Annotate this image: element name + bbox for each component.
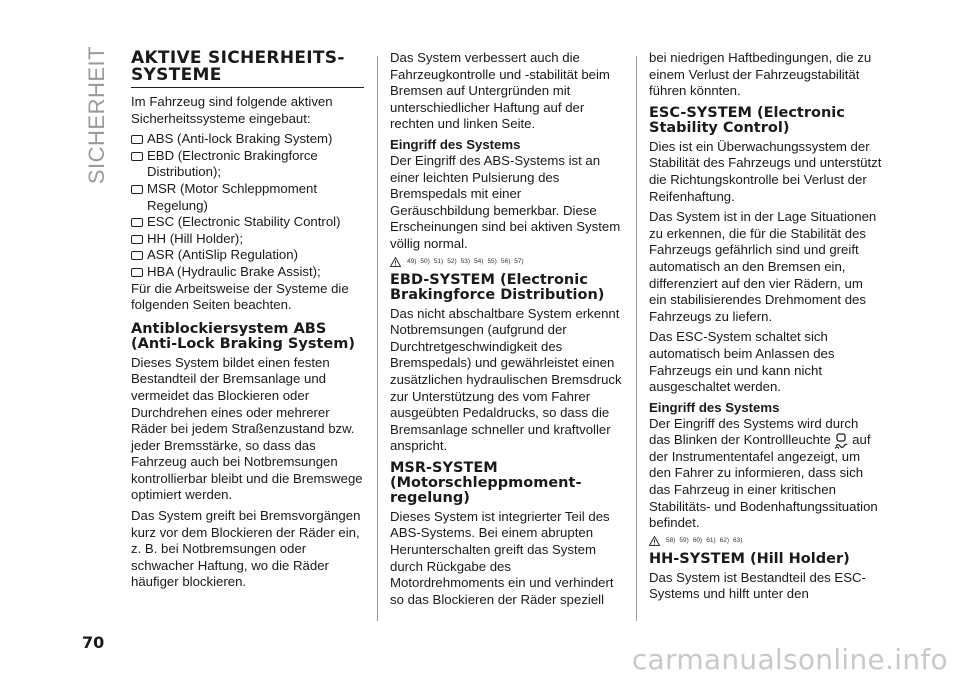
msr-paragraph: Dieses System ist integrierter Teil des ABS-Systems. Bei einem abrupten Herunterschalten greift das System durch Rückgabe des Motordrehmoments ein und verhindert so das Blockieren der Räder speziell bbox=[390, 508, 614, 607]
watermark: carmanualsonline.info bbox=[631, 643, 948, 676]
outro-text: Für die Arbeitsweise der Systeme die folgenden Seiten beachten. bbox=[131, 280, 349, 313]
warning-ref: 57) bbox=[514, 257, 524, 265]
warning-triangle-icon bbox=[649, 536, 660, 546]
ebd-heading: EBD-SYSTEM (Electronic Brakingforce Distribution) bbox=[390, 271, 605, 303]
list-item: ABS (Anti-lock Braking System) bbox=[131, 131, 364, 148]
warning-ref: 53) bbox=[460, 257, 471, 265]
hh-heading: HH-SYSTEM (Hill Holder) bbox=[649, 550, 850, 567]
bullet-icon bbox=[131, 218, 143, 227]
warning-ref: 62) bbox=[719, 536, 730, 544]
hh-paragraph: Das System ist Bestandteil des ESC-Systems und hilft unter den bbox=[649, 569, 866, 602]
warning-ref: 50) bbox=[420, 257, 430, 265]
section-side-tab-label: SICHERHEIT bbox=[84, 45, 109, 185]
warning-references bbox=[649, 536, 882, 546]
esc-intervention-text: Der Eingriff des Systems wird durch das Blinken der Kontrollleuchte auf der Instrumententafel angezeigt, um den Fahrer zu informieren, dass sich das Fahrzeug in einer kritischen Stabilitäts- und Bodenhaftungssituation befindet. bbox=[649, 415, 878, 531]
abs-heading: Antiblockiersystem ABS (Anti-Lock Braking System) bbox=[131, 320, 355, 352]
abs-paragraph-2: Das System greift bei Bremsvorgängen kurz vor dem Blockieren der Räder ein, z. B. bei Notbremsungen oder schwacher Haftung, wo die Räder häufiger blockieren. bbox=[131, 508, 361, 590]
list-item: ESC (Electronic Stability Control) bbox=[131, 214, 364, 231]
warning-ref: 52) bbox=[447, 257, 457, 265]
ebd-paragraph: Das nicht abschaltbare System erkennt Notbremsungen (aufgrund der Durchtretgeschwindigkeit des Bremspedals) und gewährleistet einen zusätzlichen hydraulischen Bremsdruck zur Unterstützung des vom Fahrer ausgeübten Pedaldrucks, so dass die Bremsanlage schneller und kraftvoller anspricht. bbox=[390, 305, 622, 454]
systems-list bbox=[131, 131, 364, 280]
warning-ref: 51) bbox=[433, 257, 444, 265]
warning-references bbox=[390, 257, 623, 267]
column-2 bbox=[390, 50, 623, 612]
abs-paragraph-1: Dieses System bildet einen festen Bestandteil der Bremsanlage und vermeidet das Blockieren oder Durchdrehen eines oder mehrerer Räder bei jedem Straßenzustand bzw. jeder Bremsstärke, so dass das Fahrzeug auch bei Notbremsungen kontrollierbar bleibt und die Bremswege optimiert werden. bbox=[131, 354, 363, 503]
msr-heading: MSR-SYSTEM (Motorschleppmoment-regelung) bbox=[390, 459, 582, 506]
warning-ref: 61) bbox=[706, 536, 716, 544]
column-divider bbox=[636, 56, 637, 621]
esc-intervention-heading: Eingriff des Systems bbox=[649, 399, 780, 415]
warning-ref: 59) bbox=[679, 536, 689, 544]
list-item: MSR (Motor Schleppmoment Regelung) bbox=[131, 181, 364, 214]
warning-ref: 60) bbox=[692, 536, 703, 544]
warning-triangle-icon bbox=[390, 257, 401, 267]
abs-paragraph-3: Das System verbessert auch die Fahrzeugkontrolle und -stabilität beim Bremsen auf Untergründen mit unterschiedlicher Haftung auf der rechten und linken Seite. bbox=[390, 50, 610, 132]
bullet-icon bbox=[131, 251, 143, 260]
intro-text: Im Fahrzeug sind folgende aktiven Sicherheitssysteme eingebaut: bbox=[131, 94, 333, 126]
column-divider bbox=[377, 56, 378, 621]
abs-intervention-text: Der Eingriff des ABS-Systems ist an einer leichten Pulsierung des Bremspedals mit einer Geräuschbildung bemerkbar. Diese Erscheinungen sind bei aktiven System völlig normal. bbox=[390, 152, 621, 251]
warning-ref: 56) bbox=[500, 257, 511, 265]
section-side-tab bbox=[82, 45, 112, 185]
esc-paragraph-2: Das System ist in der Lage Situationen zu erkennen, die für die Stabilität des Fahrzeugs gefährlich sind und greift automatisch an den Bremsen ein, differenziert auf den vier Rädern, um ein stabilisierendes Drehmoment des Fahrzeugs zu liefern. bbox=[649, 209, 877, 324]
page-number: 70 bbox=[82, 633, 105, 652]
bullet-icon bbox=[131, 135, 143, 144]
abs-intervention-heading: Eingriff des Systems bbox=[390, 136, 521, 152]
list-item: ASR (AntiSlip Regulation) bbox=[131, 247, 364, 264]
column-1 bbox=[131, 50, 364, 595]
list-item: HBA (Hydraulic Brake Assist); bbox=[131, 264, 364, 281]
esc-warning-light-icon bbox=[834, 433, 848, 449]
esc-paragraph-3: Das ESC-System schaltet sich automatisch beim Anlassen des Fahrzeugs ein und kann nicht ausgeschaltet werden. bbox=[649, 329, 835, 395]
msr-paragraph-continued: bei niedrigen Haftbedingungen, die zu einem Verlust der Fahrzeugstabilität führen könnten. bbox=[649, 50, 872, 99]
heading-rule bbox=[131, 87, 364, 88]
list-item: EBD (Electronic Brakingforce Distribution); bbox=[131, 148, 364, 181]
warning-ref: 63) bbox=[733, 536, 743, 544]
main-heading: AKTIVE SICHERHEITS-SYSTEME bbox=[131, 48, 345, 85]
list-item: HH (Hill Holder); bbox=[131, 231, 364, 248]
bullet-icon bbox=[131, 152, 143, 161]
warning-ref: 49) bbox=[407, 257, 417, 265]
bullet-icon bbox=[131, 235, 143, 244]
bullet-icon bbox=[131, 268, 143, 277]
bullet-icon bbox=[131, 185, 143, 194]
esc-heading: ESC-SYSTEM (Electronic Stability Control) bbox=[649, 104, 845, 136]
column-3 bbox=[649, 50, 882, 607]
warning-ref: 55) bbox=[487, 257, 497, 265]
warning-ref: 58) bbox=[666, 536, 676, 544]
warning-ref: 54) bbox=[474, 257, 484, 265]
esc-paragraph-1: Dies ist ein Überwachungssystem der Stabilität des Fahrzeugs und unterstützt die Richtungskontrolle bei Verlust der Reifenhaftung. bbox=[649, 138, 882, 204]
